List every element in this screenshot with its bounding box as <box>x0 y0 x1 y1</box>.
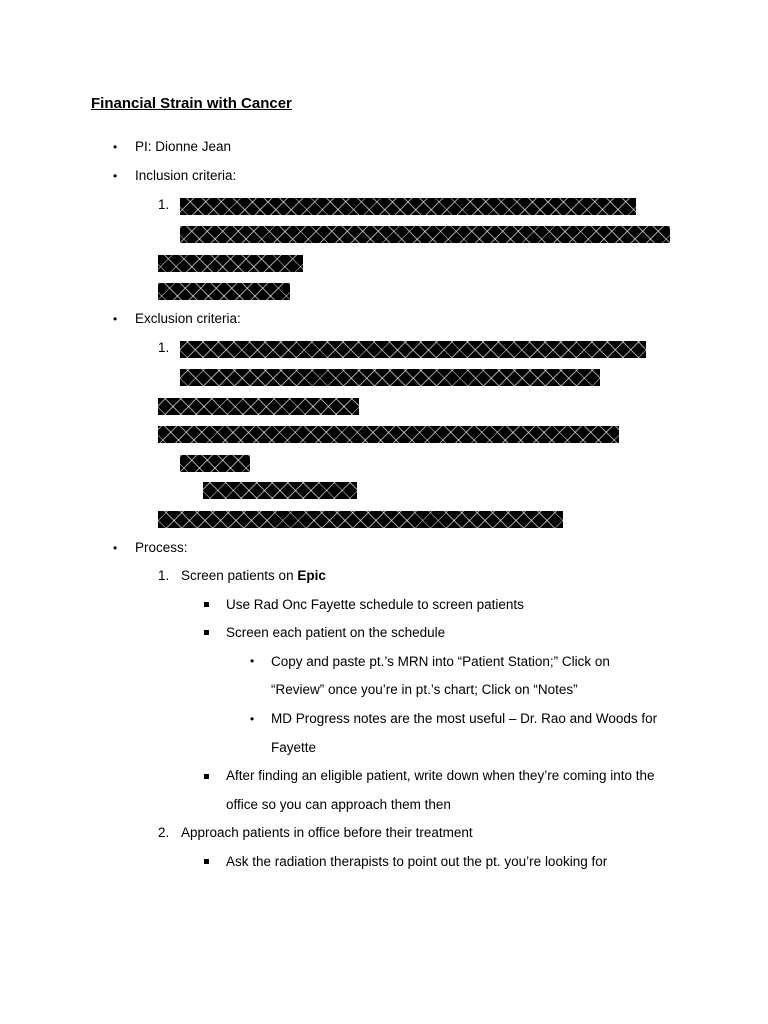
redaction-block <box>180 369 600 386</box>
step1-sub2: Screen each patient on the schedule <box>226 625 446 640</box>
square-bullet-icon <box>204 774 209 779</box>
pi-line: PI: Dionne Jean <box>135 139 232 154</box>
square-bullet-icon <box>204 859 209 864</box>
bullet-dot: • <box>113 169 118 183</box>
bullet-dot: • <box>250 712 255 726</box>
step1-sub2-b-line2: Fayette <box>271 740 317 755</box>
redaction-block <box>158 283 290 300</box>
step1-sub1: Use Rad Onc Fayette schedule to screen patients <box>226 597 524 612</box>
inclusion-item-number: 1. <box>158 197 170 212</box>
step1-sub2-a-line1: Copy and paste pt.’s MRN into “Patient Station;” Click on <box>271 654 610 669</box>
step-number: 1. <box>158 568 170 583</box>
redaction-block <box>180 198 636 215</box>
bullet-dot: • <box>250 654 255 668</box>
redaction-block <box>158 255 303 272</box>
step2-text: Approach patients in office before their treatment <box>181 825 473 840</box>
bullet-dot: • <box>113 541 118 555</box>
redaction-block <box>203 482 357 499</box>
square-bullet-icon <box>204 602 209 607</box>
redaction-block <box>180 455 250 472</box>
step1-prefix: Screen patients on <box>181 568 298 583</box>
step1-sub3-line1: After finding an eligible patient, write down when they’re coming into the <box>226 768 655 783</box>
bullet-dot: • <box>113 312 118 326</box>
process-label: Process: <box>135 540 188 555</box>
exclusion-item-number: 1. <box>158 340 170 355</box>
step-number: 2. <box>158 825 170 840</box>
step1-sub2-b-line1: MD Progress notes are the most useful – Dr. Rao and Woods for <box>271 711 658 726</box>
redaction-block <box>158 398 359 415</box>
step1-text <box>181 568 326 584</box>
bullet-dot: • <box>113 140 118 154</box>
inclusion-criteria-label: Inclusion criteria: <box>135 168 237 183</box>
document-title: Financial Strain with Cancer <box>91 95 292 112</box>
redaction-block <box>180 226 670 243</box>
step1-sub3-line2: office so you can approach them then <box>226 797 451 812</box>
redaction-block <box>158 511 563 528</box>
step1-epic: Epic <box>297 568 326 583</box>
square-bullet-icon <box>204 630 209 635</box>
step2-sub1: Ask the radiation therapists to point out the pt. you’re looking for <box>226 854 608 869</box>
exclusion-criteria-label: Exclusion criteria: <box>135 311 241 326</box>
step1-sub2-a-line2: “Review” once you’re in pt.’s chart; Click on “Notes” <box>271 682 578 697</box>
redaction-block <box>158 426 619 443</box>
redaction-block <box>180 341 646 358</box>
